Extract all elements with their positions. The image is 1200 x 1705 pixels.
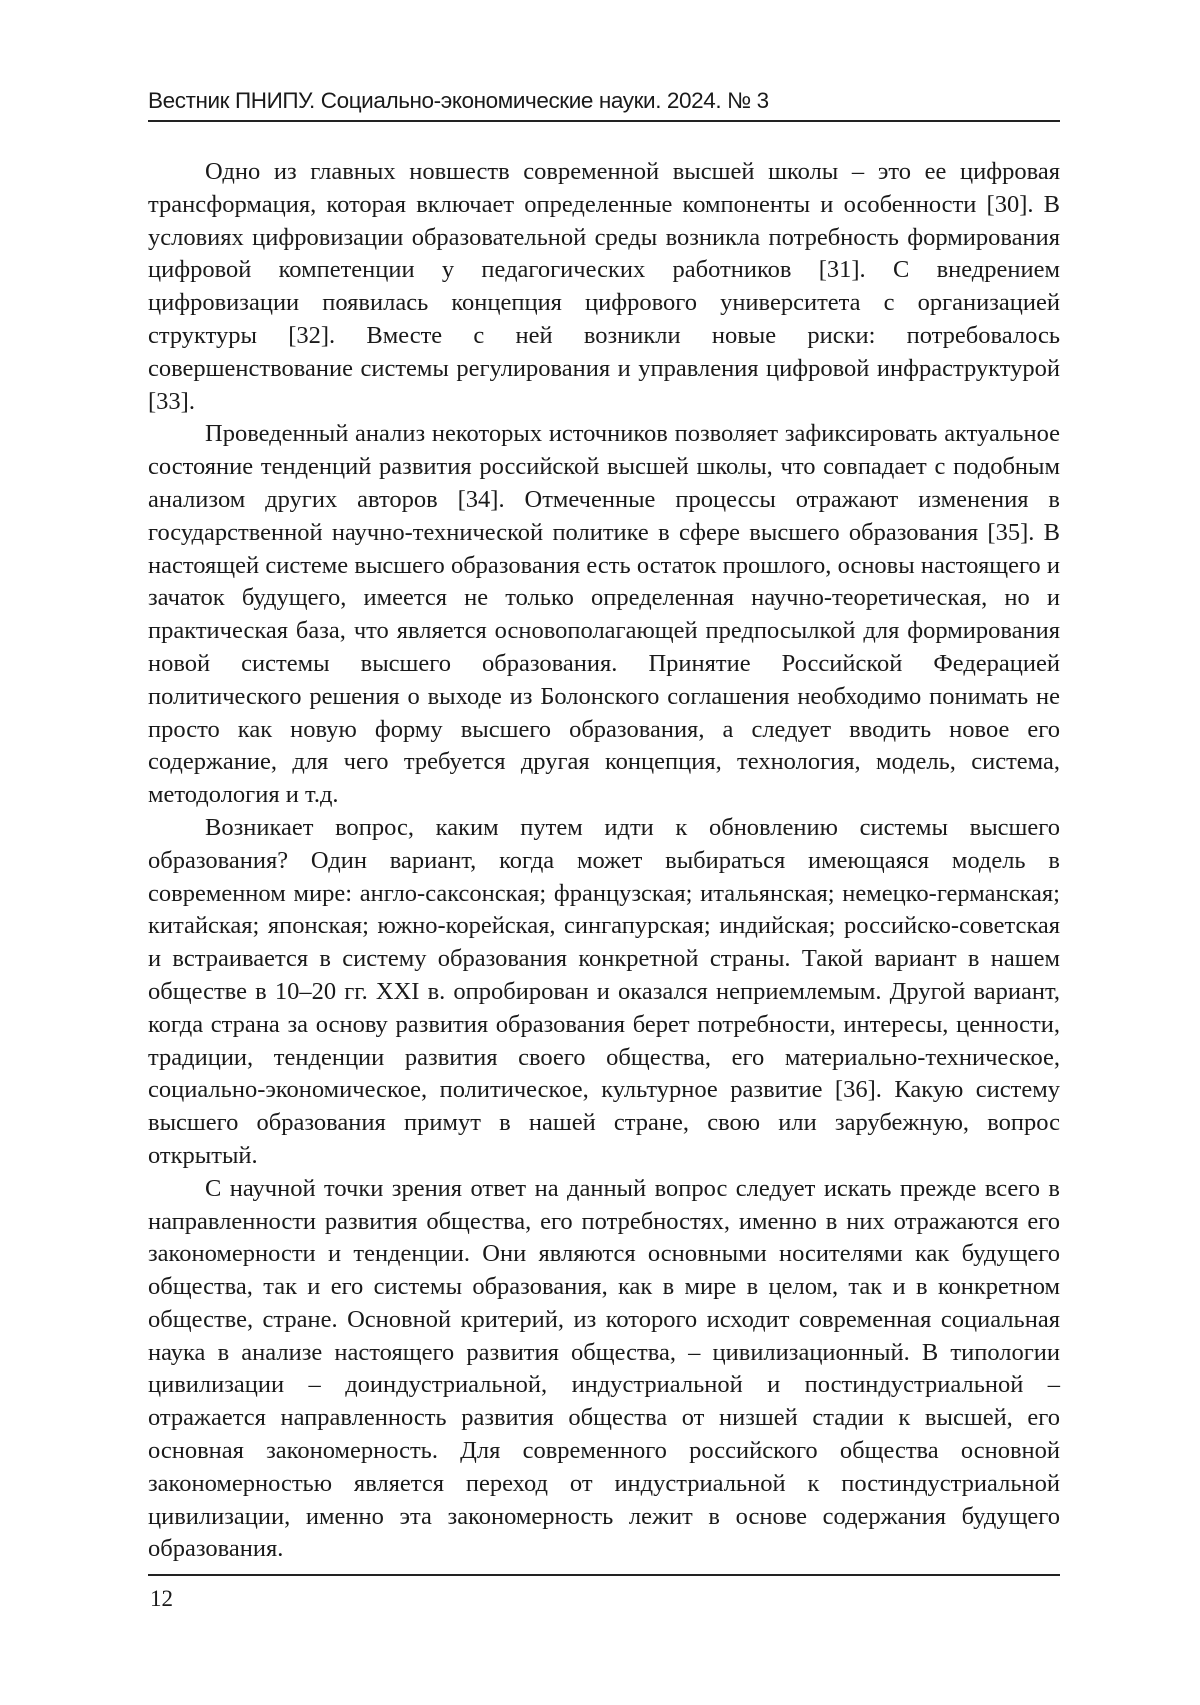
article-body (148, 156, 1060, 1566)
header-rule (148, 120, 1060, 122)
paragraph: Одно из главных новшеств современной высшей школы – это ее цифровая трансформация, которая включает определенные компоненты и особенности [30]. В условиях цифровизации образовательной среды возникла потребность формирования цифровой компетенции у педагогических работников [31]. С внедрением цифровизации появилась концепция цифрового университета с организацией структуры [32]. Вместе с ней возникли новые риски: потребовалось совершенствование системы регулирования и управления цифровой инфраструктурой [33]. (148, 158, 1060, 415)
running-header: Вестник ПНИПУ. Социально-экономические науки. 2024. № 3 (148, 88, 769, 113)
paragraph: Проведенный анализ некоторых источников позволяет зафиксировать актуальное состояние тенденций развития российской высшей школы, что совпадает с подобным анализом других авторов [34]. Отмеченные процессы отражают изменения в государственной научно-технической политике в сфере высшего образования [35]. В настоящей системе высшего образования есть остаток прошлого, основы настоящего и зачаток будущего, имеется не только определенная научно-теоретическая, но и практическая база, что является основополагающей предпосылкой для формирования новой системы высшего образования. Принятие Российской Федерацией политического решения о выходе из Болонского соглашения необходимо понимать не просто как новую форму высшего образования, а следует вводить новое его содержание, для чего требуется другая концепция, технология, модель, система, методология и т.д. (148, 420, 1060, 809)
paragraph: Возникает вопрос, каким путем идти к обновлению системы высшего образования? Один вариант, когда может выбираться имеющаяся модель в современном мире: англо-саксонская; французская; итальянская; немецко-германская; китайская; японская; южно-корейская, сингапурская; индийская; российско-советская и встраивается в систему образования конкретной страны. Такой вариант в нашем обществе в 10–20 гг. XXI в. опробирован и оказался неприемлемым. Другой вариант, когда страна за основу развития образования берет потребности, интересы, ценности, традиции, тенденции развития своего общества, его материально-техническое, социально-экономическое, политическое, культурное развитие [36]. Какую систему высшего образования примут в нашей стране, свою или зарубежную, вопрос открытый. (148, 813, 1060, 1169)
paragraph: С научной точки зрения ответ на данный вопрос следует искать прежде всего в направленности развития общества, его потребностях, именно в них отражаются его закономерности и тенденции. Они являются основными носителями как будущего общества, так и его системы образования, как в мире в целом, так и в конкретном обществе, стране. Основной критерий, из которого исходит современная социальная наука в анализе настоящего развития общества, – цивилизационный. В типологии цивилизации – доиндустриальной, индустриальной и постиндустриальной – отражается направленность развития общества от низшей стадии к высшей, его основная закономерность. Для современного российского общества основной закономерностью является переход от индустриальной к постиндустриальной цивилизации, именно эта закономерность лежит в основе содержания будущего образования. (148, 1174, 1060, 1563)
footer-rule (148, 1574, 1060, 1576)
page-number: 12 (150, 1586, 173, 1611)
